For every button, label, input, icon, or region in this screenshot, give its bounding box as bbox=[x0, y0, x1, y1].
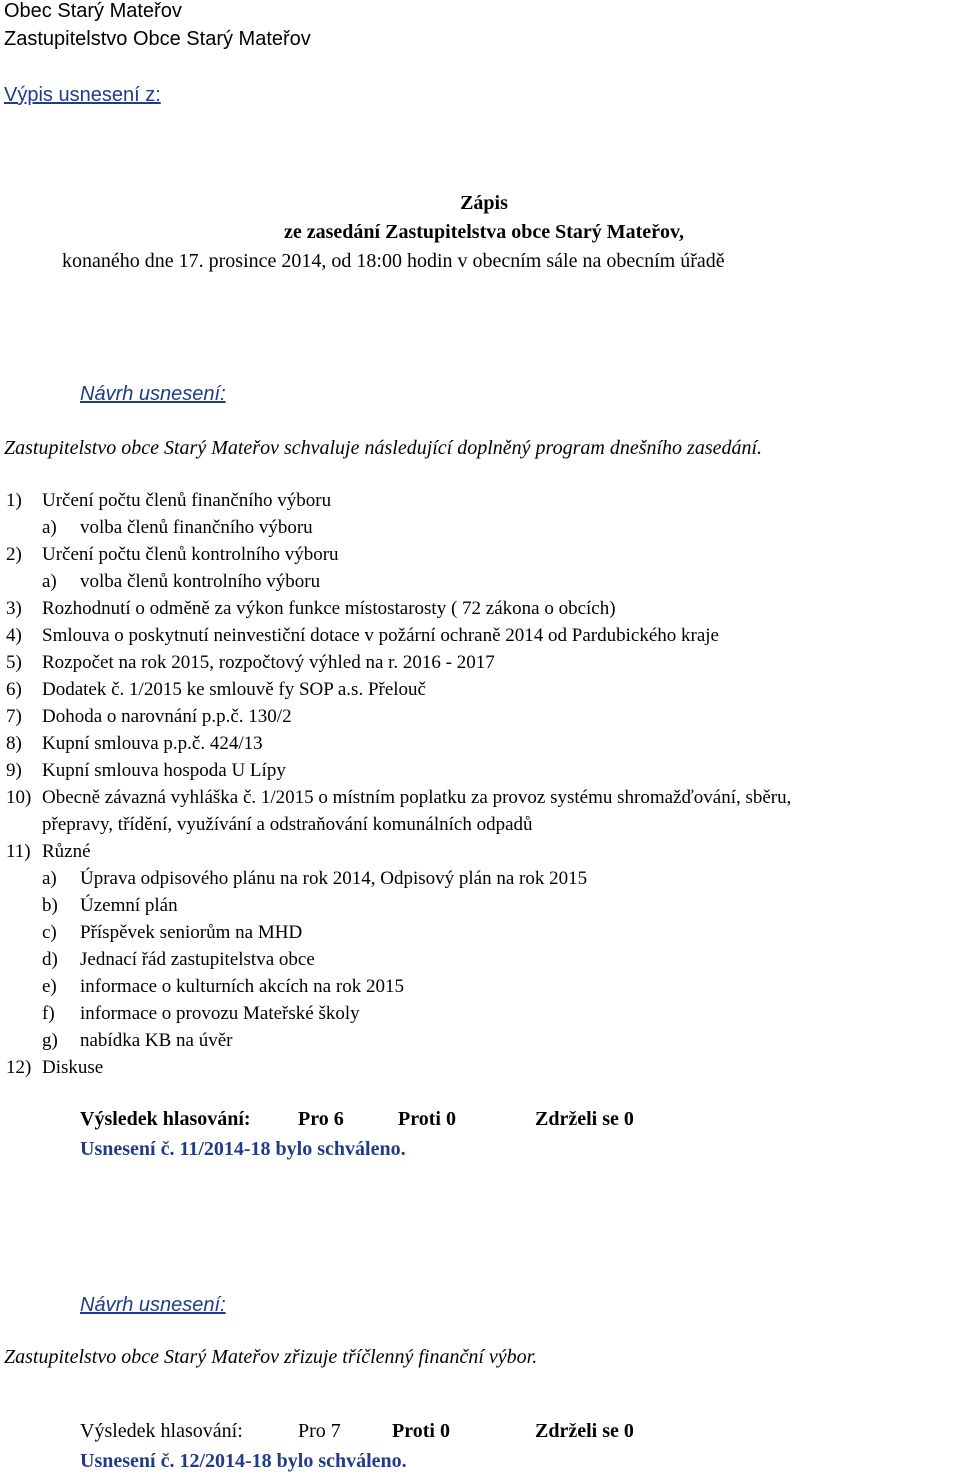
agenda-item-text: Dodatek č. 1/2015 ke smlouvě fy SOP a.s. Přelouč bbox=[42, 679, 426, 700]
agenda-item-text: Určení počtu členů kontrolního výboru bbox=[42, 544, 339, 565]
vote-proti-1: Proti 0 bbox=[398, 1108, 456, 1130]
agenda-item-text: Rozpočet na rok 2015, rozpočtový výhled na r. 2016 - 2017 bbox=[42, 652, 495, 673]
proposal-text-2: Zastupitelstvo obce Starý Mateřov zřizuje tříčlenný finanční výbor. bbox=[4, 1346, 538, 1368]
vote-abstain-2: Zdrželi se 0 bbox=[535, 1420, 634, 1442]
vote-abstain-1: Zdrželi se 0 bbox=[535, 1108, 634, 1130]
proposal-text-1: Zastupitelstvo obce Starý Mateřov schvaluje následující doplněný program dnešního zasedání. bbox=[4, 437, 763, 459]
agenda-item-text: Různé bbox=[42, 841, 91, 862]
resolution-result-2: Usnesení č. 12/2014-18 bylo schváleno. bbox=[80, 1450, 407, 1472]
agenda-item: 4) bbox=[6, 625, 22, 646]
agenda-item: 3) bbox=[6, 598, 22, 619]
vote-pro-1: Pro 6 bbox=[298, 1108, 344, 1130]
agenda-item-text: informace o kulturních akcích na rok 2015 bbox=[80, 976, 404, 997]
agenda-subitem: a) bbox=[42, 868, 57, 889]
extract-label: Výpis usnesení z: bbox=[4, 84, 161, 106]
vote-label-2: Výsledek hlasování: bbox=[80, 1420, 243, 1442]
agenda-item-text: Smlouva o poskytnutí neinvestiční dotace v požární ochraně 2014 od Pardubického kraje bbox=[42, 625, 719, 646]
agenda-item-text: Územní plán bbox=[80, 895, 178, 916]
meeting-details: konaného dne 17. prosince 2014, od 18:00 hodin v obecním sále na obecním úřadě bbox=[62, 250, 725, 272]
vote-pro-2: Pro 7 bbox=[298, 1420, 341, 1442]
agenda-item-text: Dohoda o narovnání p.p.č. 130/2 bbox=[42, 706, 292, 727]
agenda-item: 8) bbox=[6, 733, 22, 754]
agenda-item: 10) bbox=[6, 787, 32, 808]
org-name: Obec Starý Mateřov bbox=[4, 0, 182, 22]
agenda-item-text: přepravy, třídění, využívání a odstraňování komunálních odpadů bbox=[42, 814, 533, 835]
agenda-item-text: Diskuse bbox=[42, 1057, 104, 1078]
agenda-item-text: Úprava odpisového plánu na rok 2014, Odpisový plán na rok 2015 bbox=[80, 868, 588, 889]
agenda-item: 1) bbox=[6, 490, 22, 511]
agenda-subitem: b) bbox=[42, 895, 58, 916]
agenda-item-text: informace o provozu Mateřské školy bbox=[80, 1003, 360, 1024]
agenda-item: 12) bbox=[6, 1057, 32, 1078]
agenda-item-text: volba členů finančního výboru bbox=[80, 517, 313, 538]
agenda-item-text: Kupní smlouva hospoda U Lípy bbox=[42, 760, 286, 781]
resolution-result-1: Usnesení č. 11/2014-18 bylo schváleno. bbox=[80, 1138, 406, 1160]
agenda-item-text: Obecně závazná vyhláška č. 1/2015 o místním poplatku za provoz systému shromažďování, sběru, bbox=[42, 787, 792, 808]
proposal-heading-1: Návrh usnesení: bbox=[80, 383, 226, 405]
document-title: Zápis bbox=[460, 192, 508, 214]
agenda-item: 9) bbox=[6, 760, 22, 781]
agenda-subitem: f) bbox=[42, 1003, 55, 1024]
agenda-item-text: nabídka KB na úvěr bbox=[80, 1030, 233, 1051]
agenda-item: 7) bbox=[6, 706, 22, 727]
agenda-subitem: g) bbox=[42, 1030, 58, 1051]
agenda-subitem: c) bbox=[42, 922, 57, 943]
agenda-item-text: Příspěvek seniorům na MHD bbox=[80, 922, 303, 943]
agenda-item-text: Kupní smlouva p.p.č. 424/13 bbox=[42, 733, 263, 754]
document-subtitle: ze zasedání Zastupitelstva obce Starý Mateřov, bbox=[284, 221, 684, 243]
agenda-item: 11) bbox=[6, 841, 31, 862]
agenda-item: 6) bbox=[6, 679, 22, 700]
agenda-item-text: Určení počtu členů finančního výboru bbox=[42, 490, 332, 511]
agenda-subitem: a) bbox=[42, 571, 57, 592]
council-name: Zastupitelstvo Obce Starý Mateřov bbox=[4, 28, 311, 50]
agenda-subitem: e) bbox=[42, 976, 57, 997]
agenda-item-text: Rozhodnutí o odměně za výkon funkce místostarosty ( 72 zákona o obcích) bbox=[42, 598, 616, 619]
agenda-item-text: volba členů kontrolního výboru bbox=[80, 571, 321, 592]
agenda-item: 5) bbox=[6, 652, 22, 673]
agenda-subitem: d) bbox=[42, 949, 58, 970]
agenda-item: 2) bbox=[6, 544, 22, 565]
vote-label-1: Výsledek hlasování: bbox=[80, 1108, 251, 1130]
vote-proti-2: Proti 0 bbox=[392, 1420, 450, 1442]
proposal-heading-2: Návrh usnesení: bbox=[80, 1294, 226, 1316]
agenda-item-text: Jednací řád zastupitelstva obce bbox=[80, 949, 315, 970]
agenda-subitem: a) bbox=[42, 517, 57, 538]
